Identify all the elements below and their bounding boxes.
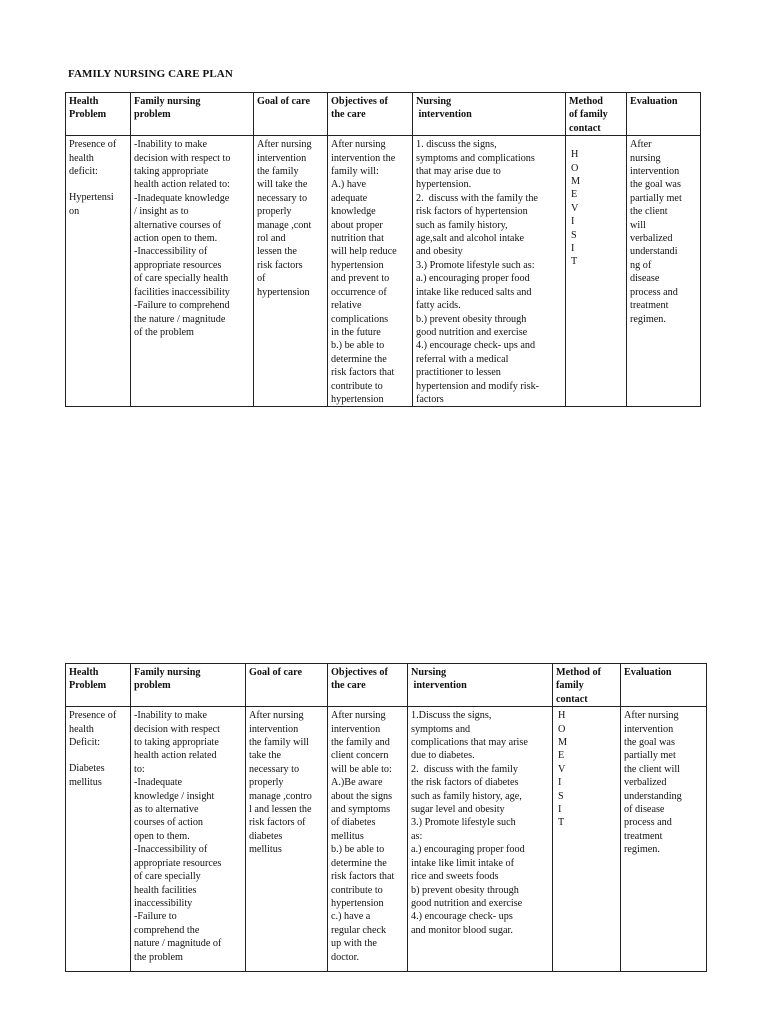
header-family-nursing-problem (131, 664, 246, 707)
header-evaluation (621, 664, 707, 707)
text-line: -Failure to (134, 911, 177, 923)
text-line: taking appropriate (134, 166, 209, 178)
text-line: 4.) encourage check- ups and (416, 340, 536, 352)
text-line: problem (134, 109, 171, 121)
text-line: good nutrition and exercise (411, 897, 523, 909)
text-line: a.) encouraging proper food (411, 844, 525, 856)
text-line: the care (331, 680, 366, 692)
text-line: risk factors (257, 259, 303, 271)
text-line: alternative courses of (134, 219, 222, 231)
text-line: c.) have a (331, 911, 371, 923)
text-line: nature / magnitude of (134, 938, 222, 950)
cell-method-of-contact (553, 707, 621, 972)
text-line: partially met (630, 192, 682, 204)
text-line: good nutrition and exercise (416, 326, 528, 338)
cell-objectives (328, 707, 408, 972)
text-line: the problem (134, 951, 183, 963)
text-line: verbalized (630, 233, 673, 245)
text-line: determine the (331, 353, 387, 365)
text-line: appropriate resources (134, 259, 222, 271)
care-plan-table-diabetes (65, 663, 707, 972)
header-goal-of-care (246, 664, 328, 707)
text-line: manage ,cont (257, 219, 312, 231)
header-family-nursing-problem (131, 93, 254, 136)
text-line: action open to them. (134, 233, 218, 245)
text-line: partially met (624, 750, 676, 762)
condition-name (69, 191, 127, 218)
text-line: hypertension (257, 286, 310, 298)
cell-goal-of-care (246, 707, 328, 972)
text-line: H (558, 710, 566, 722)
home-visit-vertical-text (556, 709, 617, 830)
text-line: Problem (69, 109, 107, 121)
text-line: intervention (624, 723, 674, 735)
text-line: -Inadequate knowledge (134, 192, 230, 204)
text-line: ng of (630, 259, 652, 271)
text-line: health facilities (134, 884, 197, 896)
text-line: adequate (331, 192, 368, 204)
text-line: of care specially (134, 871, 201, 883)
text-line: A.)Be aware (331, 777, 383, 789)
text-line: -Inaccessibility of (134, 246, 208, 258)
text-line: Objectives of (331, 667, 388, 678)
header-health-problem (66, 93, 131, 136)
text-line: Presence of (69, 710, 117, 722)
text-line: health action related (134, 750, 217, 762)
text-line: necessary to (249, 763, 300, 775)
text-line: appropriate resources (134, 857, 222, 869)
text-line: as: (411, 830, 423, 842)
header-row (66, 93, 701, 136)
text-line: regular check (331, 924, 387, 936)
text-line: such as family history, age, (411, 790, 522, 802)
text-line: contact (556, 693, 588, 705)
text-line: and prevent to (331, 273, 390, 285)
text-line: as to alternative (134, 804, 199, 816)
text-line: Health (69, 667, 99, 678)
text-line: After nursing (257, 139, 312, 151)
cell-evaluation (627, 136, 701, 407)
text-line: Goal of care (257, 96, 310, 107)
text-line: treatment (630, 300, 669, 312)
text-line: take the (249, 750, 281, 762)
text-line: properly (257, 206, 292, 218)
text-line: E (558, 750, 565, 762)
text-line: decision with respect to (134, 152, 231, 164)
text-line: mellitus (331, 830, 364, 842)
text-line: of family (569, 109, 608, 121)
text-line: nursing (630, 152, 661, 164)
text-line: occurrence of (331, 286, 387, 298)
text-line: age,salt and alcohol intake (416, 233, 525, 245)
header-nursing-intervention (413, 93, 566, 136)
text-line: intervention (257, 152, 307, 164)
text-line: I (558, 777, 562, 789)
text-line: will take the (257, 179, 308, 191)
text-line: Hypertensi (69, 192, 114, 204)
text-line: courses of action (134, 817, 204, 829)
text-line: will be able to: (331, 763, 392, 775)
text-line: b.) be able to (331, 340, 385, 352)
text-line: the nature / magnitude (134, 313, 226, 325)
text-line: the family will (249, 737, 309, 749)
text-line: -Inaccessibility of (134, 844, 208, 856)
text-line: determine the (331, 857, 387, 869)
header-method-of-contact (566, 93, 627, 136)
document-title: FAMILY NURSING CARE PLAN (68, 68, 233, 80)
cell-family-nursing-problem (131, 136, 254, 407)
text-line: health (69, 723, 94, 735)
text-line: V (571, 202, 579, 214)
text-line: fatty acids. (416, 300, 461, 312)
text-line: -Inability to make (134, 710, 207, 722)
text-line: factors (416, 393, 444, 405)
text-line: process and (630, 286, 678, 298)
text-line: regimen. (624, 844, 660, 856)
header-evaluation (627, 93, 701, 136)
text-line: hypertension. (416, 179, 472, 191)
text-line: regimen. (630, 313, 666, 325)
cell-objectives (328, 136, 413, 407)
text-line: 3.) Promote lifestyle such as: (416, 259, 535, 271)
text-line: on (69, 205, 80, 217)
text-line: will (630, 219, 646, 231)
text-line: nutrition that (331, 233, 384, 245)
text-line: problem (134, 680, 171, 692)
text-line: and symptoms (331, 804, 391, 816)
text-line: M (558, 737, 568, 749)
text-line: risk factors that (331, 367, 395, 379)
text-line: and monitor blood sugar. (411, 924, 513, 936)
header-nursing-intervention (408, 664, 553, 707)
text-line: Nursing (411, 667, 447, 678)
text-line: deficit: (69, 166, 98, 178)
text-line: I (571, 216, 575, 228)
text-line: that may arise due to (416, 166, 501, 178)
care-plan-table-hypertension (65, 92, 701, 407)
text-line: will help reduce (331, 246, 397, 258)
text-line: contact (569, 122, 601, 134)
text-line: After (630, 139, 652, 151)
text-line: Method (569, 96, 603, 107)
text-line: client concern (331, 750, 389, 762)
text-line: inaccessibility (134, 897, 193, 909)
text-line: necessary to (257, 192, 308, 204)
table-row (66, 136, 701, 407)
text-line: T (558, 817, 565, 829)
text-line: of care specially health (134, 273, 229, 285)
text-line: -Failure to comprehend (134, 300, 230, 312)
text-line: After nursing (624, 710, 679, 722)
text-line: After nursing (249, 710, 304, 722)
text-line: complications that may arise (411, 737, 528, 749)
text-line: of diabetes (331, 817, 376, 829)
header-method-of-contact (553, 664, 621, 707)
header-row (66, 664, 707, 707)
text-line: A.) have (331, 179, 367, 191)
text-line: decision with respect (134, 723, 221, 735)
text-line: due to diabetes. (411, 750, 475, 762)
text-line: Nursing (416, 96, 452, 107)
text-line: the goal was (630, 179, 681, 191)
text-line: symptoms and complications (416, 152, 535, 164)
text-line: contribute to (331, 380, 383, 392)
text-line: H (571, 149, 579, 161)
text-line: Health (69, 96, 99, 107)
text-line: T (571, 256, 578, 268)
text-line: intervention the (331, 152, 396, 164)
text-line: After nursing (331, 139, 386, 151)
condition-name (69, 762, 127, 789)
cell-goal-of-care (254, 136, 328, 407)
text-line: hypertension (331, 897, 384, 909)
text-line: Evaluation (630, 96, 678, 107)
text-line: Diabetes (69, 763, 105, 775)
text-line: Presence of (69, 139, 117, 151)
text-line: intervention (630, 166, 680, 178)
text-line: facilities inaccessibility (134, 286, 230, 298)
header-objectives (328, 93, 413, 136)
text-line: symptoms and (411, 723, 471, 735)
text-line: comprehend the (134, 924, 200, 936)
text-line: understanding (624, 790, 682, 802)
text-line: relative (331, 300, 362, 312)
text-line: risk factors that (331, 871, 395, 883)
text-line: rol and (257, 233, 286, 245)
text-line: up with the (331, 938, 377, 950)
text-line: treatment (624, 830, 663, 842)
text-line: in the future (331, 326, 381, 338)
cell-family-nursing-problem (131, 707, 246, 972)
text-line: open to them. (134, 830, 190, 842)
text-line: family will: (331, 166, 379, 178)
text-line: V (558, 763, 566, 775)
text-line: intake like reduced salts and (416, 286, 532, 298)
text-line: hypertension and modify risk- (416, 380, 540, 392)
cell-nursing-intervention (413, 136, 566, 407)
text-line: Family nursing (134, 667, 201, 678)
text-line: S (571, 229, 577, 241)
text-line: the family and (331, 737, 390, 749)
text-line: of (257, 273, 266, 285)
text-line: complications (331, 313, 389, 325)
text-line: b.) prevent obesity through (416, 313, 527, 325)
text-line: mellitus (69, 776, 102, 788)
text-line: b.) be able to (331, 844, 385, 856)
text-line: -Inadequate (134, 777, 183, 789)
text-line: contribute to (331, 884, 383, 896)
text-line: understandi (630, 246, 678, 258)
text-line: Problem (69, 680, 107, 692)
text-line: After nursing (331, 710, 386, 722)
text-line: the client (630, 206, 668, 218)
text-line: the goal was (624, 737, 675, 749)
text-line: diabetes (249, 830, 283, 842)
text-line: rice and sweets foods (411, 871, 499, 883)
text-line: lessen the (257, 246, 297, 258)
health-deficit-text (69, 709, 127, 749)
text-line: / insight as to (134, 206, 189, 218)
text-line: intervention (331, 723, 381, 735)
text-line: the care (331, 109, 366, 121)
text-line: of disease (624, 804, 665, 816)
table-row (66, 707, 707, 972)
text-line: l and lessen the (249, 804, 312, 816)
text-line: Method of (556, 667, 601, 678)
text-line: the risk factors of diabetes (411, 777, 519, 789)
text-line: family (556, 680, 584, 692)
text-line: 2. discuss with the family (411, 763, 518, 775)
text-line: risk factors of (249, 817, 306, 829)
text-line: I (571, 243, 575, 255)
text-line: b) prevent obesity through (411, 884, 519, 896)
header-objectives (328, 664, 408, 707)
text-line: Deficit: (69, 737, 101, 749)
text-line: intervention (416, 109, 472, 121)
text-line: such as family history, (416, 219, 508, 231)
text-line: intake like limit intake of (411, 857, 514, 869)
text-line: Evaluation (624, 667, 672, 678)
text-line: the client will (624, 763, 681, 775)
text-line: a.) encouraging proper food (416, 273, 530, 285)
health-deficit-text (69, 138, 127, 178)
text-line: E (571, 189, 578, 201)
text-line: I (558, 804, 562, 816)
text-line: to: (134, 763, 145, 775)
text-line: 1.Discuss the signs, (411, 710, 492, 722)
text-line: hypertension (331, 259, 384, 271)
text-line: 3.) Promote lifestyle such (411, 817, 516, 829)
text-line: knowledge (331, 206, 376, 218)
cell-health-problem (66, 136, 131, 407)
text-line: Family nursing (134, 96, 201, 107)
text-line: referral with a medical (416, 353, 509, 365)
home-visit-vertical-text (569, 148, 623, 269)
text-line: O (558, 723, 566, 735)
cell-nursing-intervention (408, 707, 553, 972)
text-line: of the problem (134, 326, 194, 338)
text-line: -Inability to make (134, 139, 207, 151)
text-line: hypertension (331, 393, 384, 405)
text-line: manage ,contro (249, 790, 312, 802)
text-line: Goal of care (249, 667, 302, 678)
text-line: 2. discuss with the family the (416, 192, 538, 204)
text-line: health action related to: (134, 179, 230, 191)
text-line: M (571, 176, 581, 188)
text-line: intervention (249, 723, 299, 735)
text-line: Objectives of (331, 96, 388, 107)
text-line: doctor. (331, 951, 360, 963)
text-line: sugar level and obesity (411, 804, 505, 816)
text-line: the family (257, 166, 299, 178)
cell-method-of-contact (566, 136, 627, 407)
text-line: to taking appropriate (134, 737, 219, 749)
text-line: disease (630, 273, 660, 285)
text-line: O (571, 162, 579, 174)
text-line: properly (249, 777, 284, 789)
text-line: knowledge / insight (134, 790, 215, 802)
header-goal-of-care (254, 93, 328, 136)
text-line: about the signs (331, 790, 393, 802)
text-line: about proper (331, 219, 383, 231)
text-line: risk factors of hypertension (416, 206, 528, 218)
text-line: intervention (411, 680, 467, 692)
text-line: 4.) encourage check- ups (411, 911, 513, 923)
text-line: 1. discuss the signs, (416, 139, 497, 151)
text-line: health (69, 152, 94, 164)
text-line: process and (624, 817, 672, 829)
text-line: verbalized (624, 777, 667, 789)
cell-evaluation (621, 707, 707, 972)
cell-health-problem (66, 707, 131, 972)
text-line: and obesity (416, 246, 463, 258)
text-line: S (558, 790, 564, 802)
text-line: mellitus (249, 844, 282, 856)
header-health-problem (66, 664, 131, 707)
text-line: practitioner to lessen (416, 367, 501, 379)
